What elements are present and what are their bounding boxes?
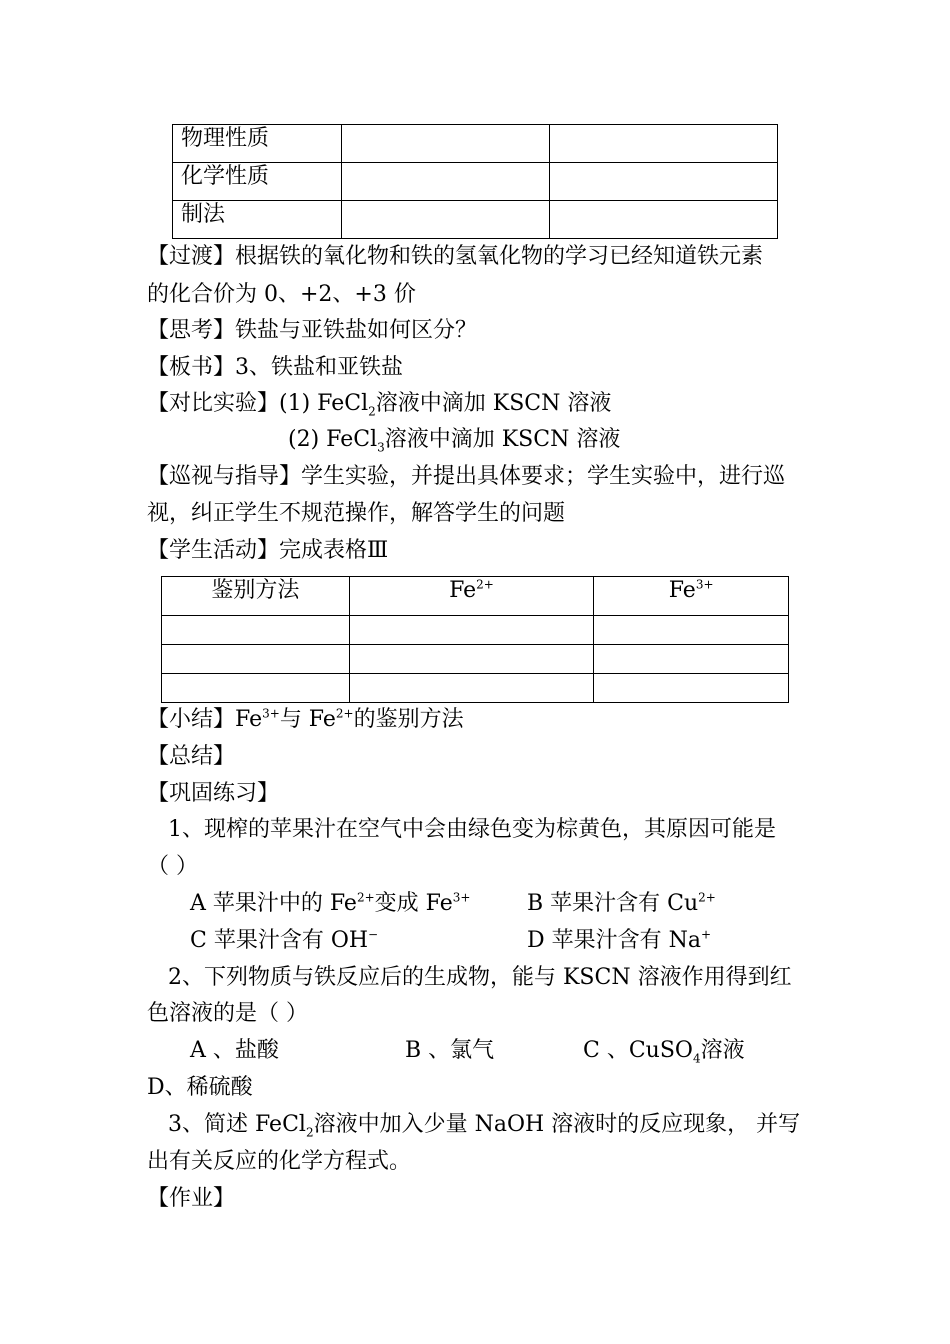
- table-row: [173, 125, 778, 163]
- table-cell: [341, 163, 550, 201]
- q1-option-a: [190, 889, 470, 919]
- experiment-item-1-rest: 溶液中滴加 KSCN 溶液: [375, 391, 612, 416]
- option-text: D 苹果汁含有 Na: [527, 928, 701, 953]
- superscript: 3+: [695, 577, 714, 592]
- table-row: [162, 616, 789, 645]
- fe-text: 与 Fe: [279, 707, 336, 732]
- q1-option-c: [190, 926, 378, 956]
- patrol-line-1: [147, 462, 785, 492]
- activity-tag: 【学生活动】: [147, 538, 280, 563]
- patrol-tag: 【巡视与指导】: [147, 464, 302, 489]
- table-cell: [349, 645, 594, 674]
- q1-option-b: [527, 889, 716, 919]
- row-label: 物理性质: [173, 125, 342, 163]
- summary-small-text: 的鉴别方法: [353, 707, 464, 732]
- q2-option-a: A 、盐酸: [190, 1038, 279, 1063]
- option-text: 变成 Fe: [374, 891, 453, 916]
- table-cell: [349, 674, 594, 703]
- superscript: 3+: [452, 890, 471, 905]
- header-method: 鉴别方法: [162, 577, 350, 616]
- q2-stem-2: 色溶液的是（ ）: [147, 1001, 308, 1026]
- row-label: 制法: [173, 201, 342, 239]
- subscript: 4: [692, 1051, 701, 1066]
- table-cell: [341, 125, 550, 163]
- q1-stem-1: 1、现榨的苹果汁在空气中会由绿色变为棕黄色，其原因可能是: [168, 817, 776, 842]
- subscript: 3: [377, 440, 385, 455]
- experiment-item-2: (2) FeCl: [288, 427, 378, 452]
- identification-table: [161, 576, 789, 703]
- option-text: 溶液: [700, 1038, 745, 1063]
- table-cell: [594, 674, 789, 703]
- q2-option-b: B 、氯气: [405, 1038, 495, 1063]
- conclusion-tag: 【总结】: [147, 744, 236, 769]
- transition-text: 根据铁的氧化物和铁的氢氧化物的学习已经知道铁元素: [235, 244, 764, 269]
- q3-stem-2: 出有关反应的化学方程式。: [147, 1149, 412, 1174]
- homework-tag: 【作业】: [147, 1186, 236, 1211]
- activity-text: 完成表格Ⅲ: [279, 538, 389, 563]
- table-header-row: [162, 577, 789, 616]
- experiment-tag: 【对比实验】: [147, 391, 280, 416]
- q1-option-d: [527, 926, 711, 956]
- q2-stem-1: 2、下列物质与铁反应后的生成物，能与 KSCN 溶液作用得到红: [168, 965, 792, 990]
- option-text: B 苹果汁含有 Cu: [527, 891, 699, 916]
- superscript: −: [368, 927, 379, 942]
- activity-line: [147, 536, 388, 566]
- superscript: 2+: [698, 890, 716, 905]
- board-text: 3、铁盐和亚铁盐: [235, 355, 404, 380]
- q3-text: 溶液中加入少量 NaOH 溶液时的反应现象， 并写: [313, 1112, 801, 1137]
- q3-text: 3、简述 FeCl: [168, 1112, 306, 1137]
- header-fe2-text: Fe: [449, 578, 477, 603]
- table-cell: [550, 163, 778, 201]
- table-cell: [594, 616, 789, 645]
- option-text: A 苹果汁中的 Fe: [190, 891, 357, 916]
- think-text: 铁盐与亚铁盐如何区分？: [235, 318, 478, 343]
- table-cell: [341, 201, 550, 239]
- transition-tag: 【过渡】: [147, 244, 236, 269]
- think-tag: 【思考】: [147, 318, 236, 343]
- table-row: [173, 201, 778, 239]
- subscript: 2: [368, 404, 376, 419]
- option-text: C 苹果汁含有 OH: [190, 928, 369, 953]
- fe-text: Fe: [235, 707, 263, 732]
- practice-tag: 【巩固练习】: [147, 781, 280, 806]
- patrol-text: 学生实验，并提出具体要求；学生实验中，进行巡: [301, 464, 786, 489]
- q3-stem-1: [168, 1110, 800, 1140]
- table-row: [173, 163, 778, 201]
- experiment-line-1: [147, 389, 611, 419]
- transition-line-1: [147, 242, 763, 272]
- q2-option-d: D、稀硫酸: [147, 1075, 253, 1100]
- board-line: [147, 353, 403, 383]
- superscript: 2+: [476, 577, 494, 592]
- table-cell: [162, 616, 350, 645]
- header-fe2: [349, 577, 594, 616]
- summary-small-line: [147, 705, 464, 735]
- superscript: 2+: [356, 890, 375, 905]
- table-row: [162, 645, 789, 674]
- properties-table: [172, 124, 778, 239]
- transition-line-2: 的化合价为 0、+2、+3 价: [147, 282, 416, 307]
- table-cell: [550, 201, 778, 239]
- board-tag: 【板书】: [147, 355, 236, 380]
- row-label: 化学性质: [173, 163, 342, 201]
- summary-small-tag: 【小结】: [147, 707, 236, 732]
- header-fe3: [594, 577, 789, 616]
- superscript: +: [701, 927, 712, 942]
- table-row: [162, 674, 789, 703]
- table-cell: [162, 674, 350, 703]
- patrol-line-2: 视，纠正学生不规范操作，解答学生的问题: [147, 501, 566, 526]
- superscript: 2+: [335, 706, 354, 721]
- header-fe3-text: Fe: [668, 578, 696, 603]
- table-cell: [349, 616, 594, 645]
- q2-option-c: [583, 1036, 745, 1066]
- subscript: 2: [305, 1125, 314, 1140]
- think-line: [147, 316, 477, 346]
- experiment-item-1: (1) FeCl: [279, 391, 369, 416]
- table-cell: [550, 125, 778, 163]
- experiment-line-2: [288, 425, 620, 455]
- superscript: 3+: [262, 706, 280, 721]
- table-cell: [162, 645, 350, 674]
- table-cell: [594, 645, 789, 674]
- option-text: C 、CuSO: [583, 1038, 693, 1063]
- q1-stem-2: （ ）: [147, 854, 198, 879]
- experiment-item-2-rest: 溶液中滴加 KSCN 溶液: [384, 427, 621, 452]
